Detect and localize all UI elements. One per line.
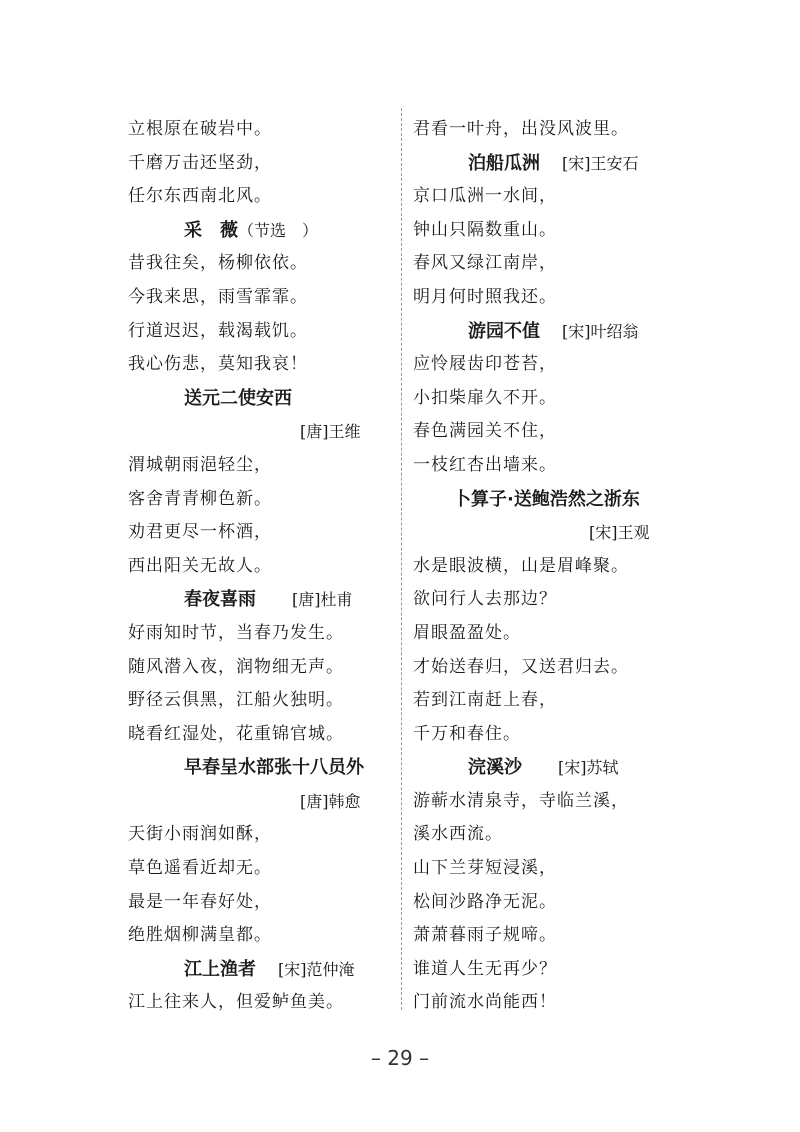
poem-author-line: [128, 415, 390, 449]
left-column: [128, 113, 390, 1020]
poem-line: 江上往来人，但爱鲈鱼美。: [128, 992, 344, 1013]
poem-author: [唐]韩愈: [300, 791, 361, 811]
poem-line: 春风又绿江南岸，: [413, 253, 557, 274]
poem-line: 千磨万击还坚劲，: [128, 152, 272, 173]
poem-line: 好雨知时节，当春乃发生。: [128, 622, 344, 643]
poem-author: [唐]王维: [300, 422, 361, 442]
poem-title: 春夜喜雨: [184, 589, 256, 611]
poem-line: 春色满园关不住，: [413, 421, 557, 442]
page-number: – 29 –: [370, 1046, 430, 1070]
poem-line: 君看一叶舟，出没风波里。: [413, 119, 629, 139]
poem-heading-busuanzi: [413, 483, 668, 517]
poem-heading-jiangshang: [128, 953, 390, 987]
poem-line: 客舍青青柳色新。: [128, 488, 272, 509]
column-divider: [401, 108, 402, 1010]
poem-heading-huanxisha: [413, 751, 668, 785]
poem-heading-bochuan: [413, 147, 668, 181]
poem-line: 溪水西流。: [413, 824, 503, 845]
poem-author: [宋]苏轼: [558, 758, 619, 778]
poem-title: 浣溪沙: [468, 757, 522, 779]
poem-heading-songyuan: [128, 382, 390, 416]
poem-line: 游蕲水清泉寺，寺临兰溪，: [413, 790, 629, 811]
poem-title: 游园不值: [468, 320, 540, 342]
poem-note: （节选 ）: [238, 220, 319, 240]
poem-line: 门前流水尚能西！: [413, 992, 557, 1013]
poem-line: 应怜屐齿印苍苔，: [413, 354, 557, 375]
poem-title: 泊船瓜洲: [468, 152, 540, 174]
poem-line: 欲问行人去那边？: [413, 589, 557, 610]
poem-author-line: [128, 785, 390, 819]
poem-author-line: [413, 516, 668, 550]
poem-heading-caiwei: [128, 214, 390, 248]
poem-line: 今我来思，雨雪霏霏。: [128, 286, 308, 307]
poem-line: 才始送春归，又送君归去。: [413, 656, 629, 677]
poem-line: 晓看红湿处，花重锦官城。: [128, 723, 344, 744]
poem-line: 小扣柴扉久不开。: [413, 387, 557, 408]
poem-title: 送元二使安西: [184, 387, 292, 409]
poem-author: [唐]杜甫: [292, 590, 353, 610]
poem-author: [宋]王观: [589, 523, 650, 543]
poem-line: 一枝红杏出墙来。: [413, 454, 557, 475]
poem-line: 立根原在破岩中。: [128, 119, 272, 139]
poem-title: 早春呈水部张十八员外: [184, 757, 364, 779]
poem-line: 若到江南赶上春，: [413, 690, 557, 711]
poem-author: [宋]叶绍翁: [562, 321, 639, 341]
poem-author: [宋]王安石: [562, 153, 639, 173]
poem-line: 京口瓜洲一水间，: [413, 186, 557, 207]
poem-line: 随风潜入夜，润物细无声。: [128, 656, 344, 677]
poem-heading-youyuan: [413, 315, 668, 349]
poem-line: 千万和春住。: [413, 723, 521, 744]
poem-line: 行道迟迟，载渴载饥。: [128, 320, 308, 341]
poem-line: 最是一年春好处，: [128, 891, 272, 912]
poem-line: 野径云俱黑，江船火独明。: [128, 690, 344, 711]
poem-line: 松间沙路净无泥。: [413, 891, 557, 912]
poem-title: 江上渔者: [184, 958, 256, 980]
poem-line: 山下兰芽短浸溪，: [413, 858, 557, 879]
poem-line: 渭城朝雨浥轻尘，: [128, 454, 272, 475]
poem-line: 水是眼波横，山是眉峰聚。: [413, 555, 629, 576]
poem-line: 眉眼盈盈处。: [413, 622, 521, 643]
poem-line: 绝胜烟柳满皇都。: [128, 925, 272, 946]
poem-line: 劝君更尽一杯酒，: [128, 522, 272, 543]
poem-heading-zaochun: [128, 751, 390, 785]
poem-line: 我心伤悲，莫知我哀！: [128, 354, 308, 375]
poem-line: 天街小雨润如酥，: [128, 824, 272, 845]
poem-title: 采 薇: [184, 219, 238, 241]
poem-line: 明月何时照我还。: [413, 286, 557, 307]
right-column: [413, 113, 668, 1020]
poem-line: 西出阳关无故人。: [128, 555, 272, 576]
poem-line: 萧萧暮雨子规啼。: [413, 925, 557, 946]
poem-line: 昔我往矣，杨柳依依。: [128, 253, 308, 274]
poem-line: 草色遥看近却无。: [128, 858, 272, 879]
poem-author: [宋]范仲淹: [278, 959, 355, 979]
poem-heading-chunye: [128, 583, 390, 617]
poem-title: 卜算子·送鲍浩然之浙东: [453, 488, 640, 510]
poem-line: 钟山只隔数重山。: [413, 219, 557, 240]
poem-line: 谁道人生无再少？: [413, 958, 557, 979]
poem-line: 任尔东西南北风。: [128, 186, 272, 207]
